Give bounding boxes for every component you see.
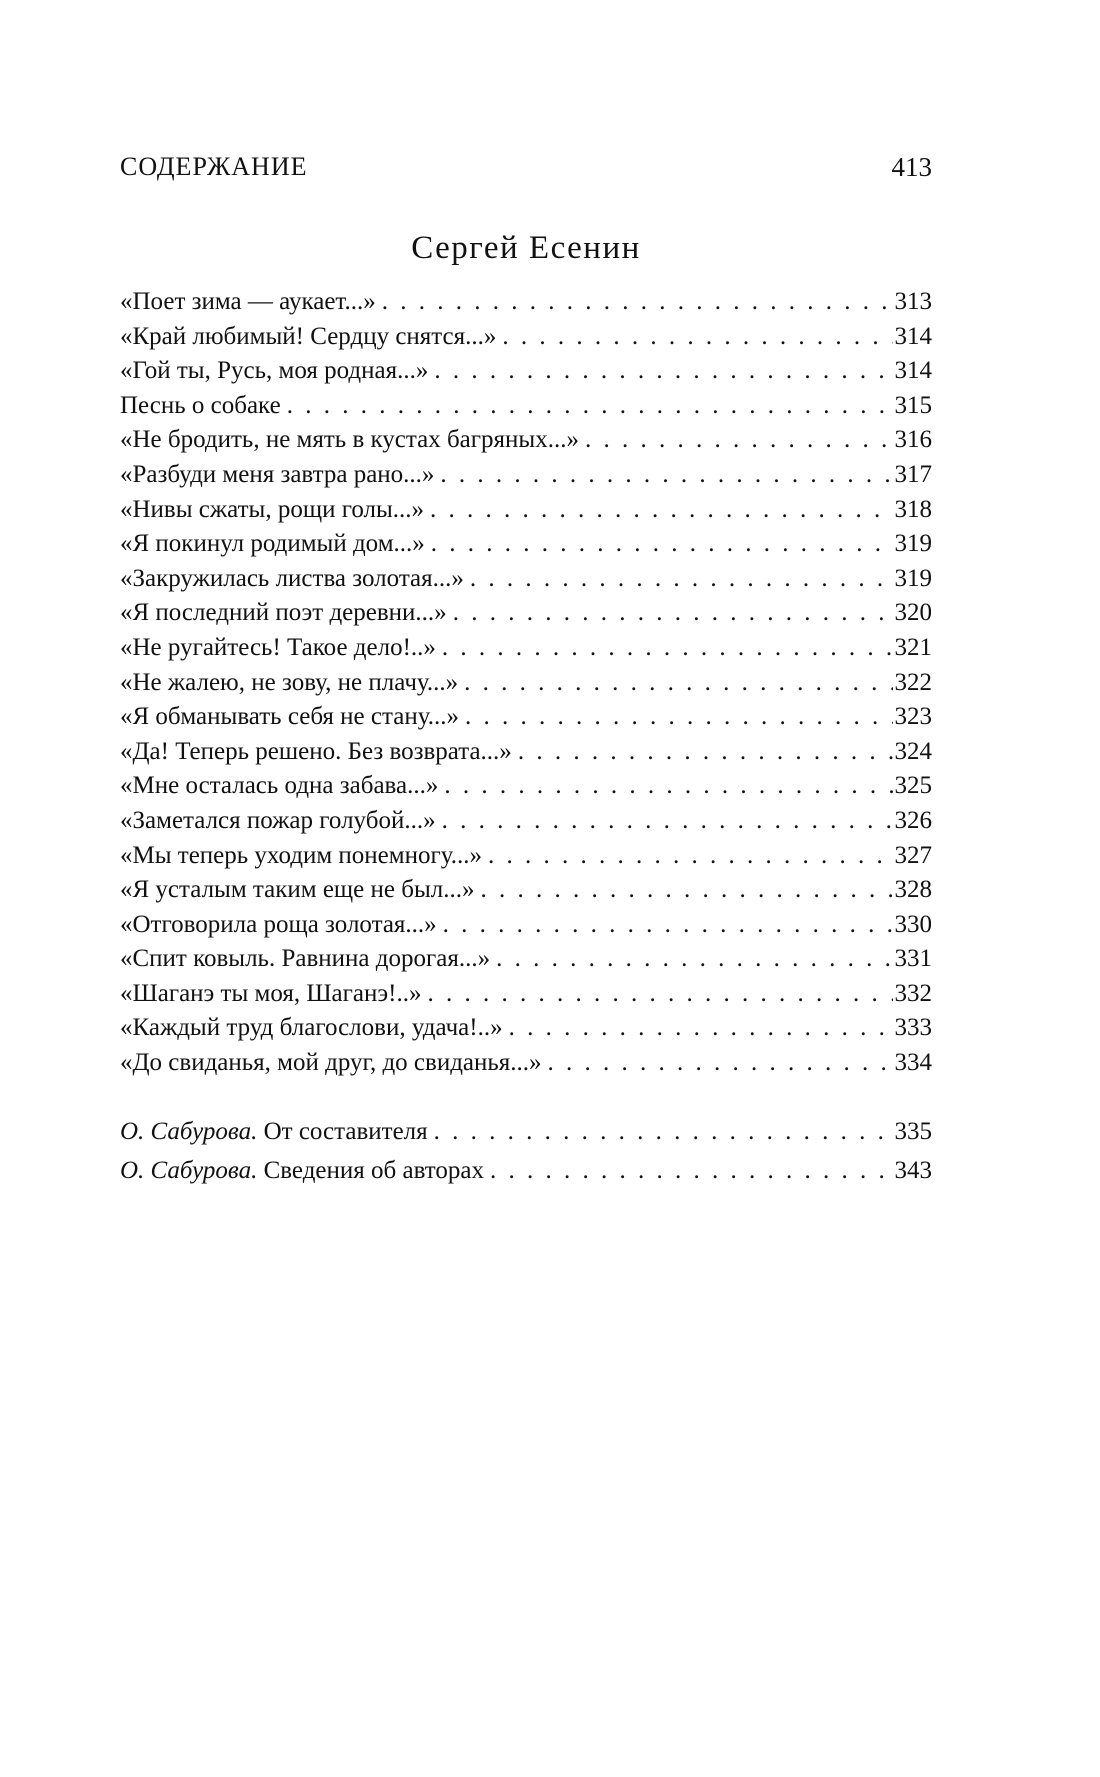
section-title: Сергей Есенин: [411, 230, 641, 266]
toc-dot-leader: [440, 461, 892, 489]
toc-dot-leader: [382, 288, 893, 316]
toc-entry: [120, 1049, 932, 1084]
toc-entry-page: 333: [894, 1014, 932, 1042]
toc-dot-leader: [444, 772, 892, 800]
toc-entry-page: 317: [894, 460, 932, 488]
toc-dot-leader: [427, 980, 892, 1008]
toc-entry: [120, 392, 932, 427]
toc-entry-page: 314: [894, 357, 932, 385]
toc-entry-page: 331: [894, 945, 932, 973]
toc-entry-page: 332: [894, 979, 932, 1007]
toc-appendix-page: 335: [894, 1118, 932, 1145]
toc-dot-leader: [490, 1157, 893, 1185]
toc-dot-leader: [442, 807, 893, 835]
toc-entry-title: «Мне осталась одна забава...»: [120, 772, 439, 800]
toc-entry-title: «Отговорила роща золотая...»: [120, 910, 437, 938]
toc-entry-page: 330: [894, 910, 932, 938]
toc-entry: [120, 599, 932, 634]
toc-entry: [120, 703, 932, 738]
header-page-number: 413: [891, 152, 932, 182]
toc-entry-page: 316: [894, 426, 932, 454]
toc-entry-title: «Мы теперь уходим понемногу...»: [120, 841, 482, 869]
toc-entry: [120, 876, 932, 911]
toc-entry-page: 315: [894, 391, 932, 419]
toc-dot-leader: [442, 634, 893, 662]
toc-entry-page: 323: [894, 703, 932, 731]
toc-entry-title: «Поет зима — аукает...»: [120, 288, 376, 315]
toc-entry-title: «Не ругайтесь! Такое дело!..»: [120, 633, 436, 661]
toc-entry-title: Песнь о собаке: [120, 391, 281, 419]
toc-entry-title: «Гой ты, Русь, моя родная...»: [120, 357, 429, 385]
running-header: [120, 152, 932, 192]
table-of-contents-appendix: [120, 1118, 932, 1196]
toc-entry: [120, 634, 932, 669]
toc-dot-leader: [502, 323, 892, 351]
toc-entry: [120, 496, 932, 531]
toc-entry: [120, 426, 932, 461]
toc-dot-leader: [509, 1014, 893, 1042]
toc-dot-leader: [434, 1118, 893, 1146]
toc-appendix-title-text: От составителя: [263, 1118, 428, 1145]
toc-entry-title: «Шаганэ ты моя, Шаганэ!..»: [120, 979, 422, 1007]
toc-entry: [120, 738, 932, 773]
toc-entry-page: 319: [894, 530, 932, 558]
toc-entry-page: 321: [894, 633, 932, 661]
toc-entry: [120, 323, 932, 358]
toc-appendix-entry: [120, 1118, 932, 1157]
toc-entry: [120, 911, 932, 946]
toc-entry: [120, 288, 932, 323]
toc-entry: [120, 530, 932, 565]
toc-entry-title: «Заметался пожар голубой...»: [120, 806, 436, 834]
toc-dot-leader: [443, 911, 893, 939]
toc-entry-title: «Край любимый! Сердцу снятся...»: [120, 322, 497, 350]
toc-entry-page: 328: [894, 876, 932, 904]
toc-entry: [120, 945, 932, 980]
toc-entry-page: 320: [894, 599, 932, 627]
toc-dot-leader: [548, 1049, 893, 1077]
toc-dot-leader: [488, 842, 893, 870]
toc-dot-leader: [481, 876, 893, 904]
toc-entry-title: «Разбуди меня завтра рано...»: [120, 460, 435, 488]
toc-dot-leader: [518, 738, 893, 766]
toc-dot-leader: [287, 392, 893, 420]
toc-dot-leader: [431, 530, 893, 558]
toc-appendix-page: 343: [894, 1157, 932, 1184]
toc-dot-leader: [434, 357, 892, 385]
toc-entry-page: 322: [894, 668, 932, 696]
toc-entry-title: «Каждый труд благослови, удача!..»: [120, 1014, 503, 1042]
toc-entry: [120, 565, 932, 600]
toc-appendix-title-text: Сведения об авторах: [263, 1157, 484, 1184]
toc-dot-leader: [430, 496, 892, 524]
toc-entry-page: 319: [894, 564, 932, 592]
toc-dot-leader: [470, 565, 893, 593]
table-of-contents: [120, 288, 932, 1084]
toc-entry-page: 326: [894, 806, 932, 834]
toc-appendix-title: [120, 1157, 490, 1185]
toc-entry: [120, 669, 932, 704]
header-title: СОДЕРЖАНИЕ: [120, 152, 308, 181]
toc-appendix-author: О. Сабурова.: [120, 1157, 258, 1184]
toc-dot-leader: [585, 426, 893, 454]
toc-entry-title: «Я последний поэт деревни...»: [120, 599, 447, 627]
toc-entry-title: «Закружилась листва золотая...»: [120, 564, 464, 592]
toc-appendix-title: [120, 1118, 434, 1146]
toc-entry-title: «Не жалею, не зову, не плачу...»: [120, 668, 459, 696]
toc-entry-page: 314: [894, 322, 932, 350]
toc-entry-title: «Я покинул родимый дом...»: [120, 530, 425, 558]
toc-entry-page: 327: [894, 841, 932, 869]
toc-entry-page: 324: [894, 737, 932, 765]
toc-entry-title: «Не бродить, не мять в кустах багряных...»: [120, 426, 579, 454]
toc-dot-leader: [464, 669, 892, 697]
toc-entry-title: «До свиданья, мой друг, до свиданья...»: [120, 1049, 542, 1077]
toc-entry: [120, 772, 932, 807]
toc-dot-leader: [453, 599, 893, 627]
toc-entry-title: «Я усталым таким еще не был...»: [120, 876, 475, 904]
toc-entry-page: 313: [894, 288, 932, 315]
toc-appendix-author: О. Сабурова.: [120, 1118, 258, 1145]
toc-dot-leader: [496, 945, 892, 973]
toc-entry: [120, 357, 932, 392]
toc-entry-page: 325: [894, 772, 932, 800]
toc-entry-page: 318: [894, 495, 932, 523]
toc-appendix-entry: [120, 1157, 932, 1196]
toc-entry: [120, 980, 932, 1015]
toc-entry: [120, 842, 932, 877]
toc-entry-title: «Да! Теперь решено. Без возврата...»: [120, 737, 512, 765]
toc-entry: [120, 461, 932, 496]
toc-dot-leader: [465, 703, 893, 731]
toc-entry-page: 334: [894, 1049, 932, 1077]
toc-entry: [120, 1014, 932, 1049]
toc-entry-title: «Нивы сжаты, рощи голы...»: [120, 495, 425, 523]
toc-entry-title: «Спит ковыль. Равнина дорогая...»: [120, 945, 491, 973]
toc-entry: [120, 807, 932, 842]
toc-entry-title: «Я обманывать себя не стану...»: [120, 703, 459, 731]
